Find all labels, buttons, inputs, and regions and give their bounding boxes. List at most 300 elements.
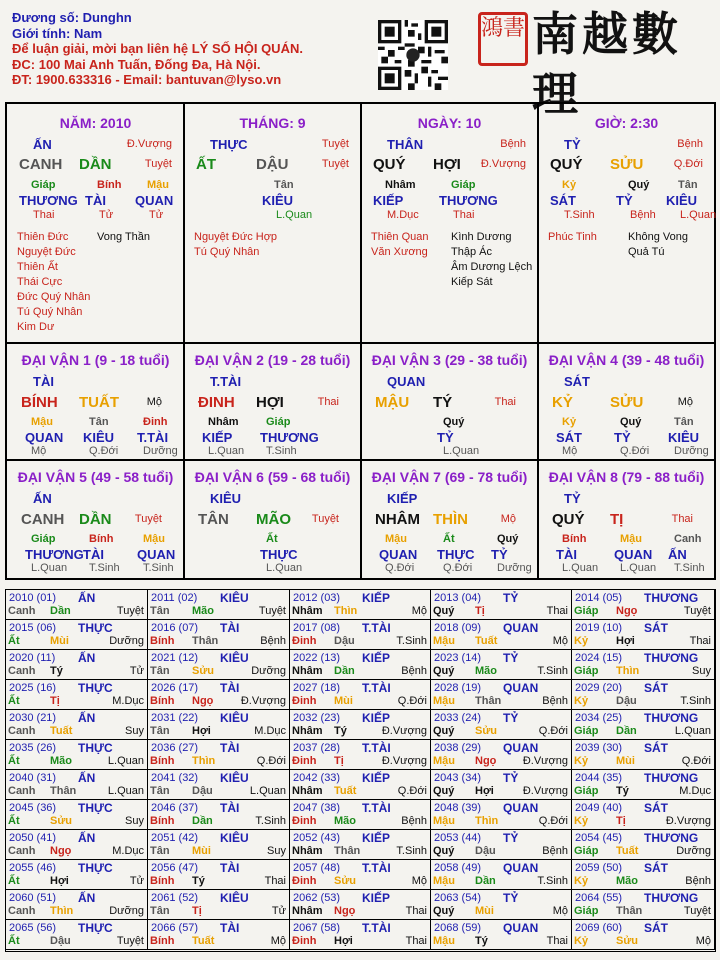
dai-van-cell bbox=[184, 461, 361, 576]
year-cell bbox=[290, 920, 431, 950]
year-label: 2061 (52) bbox=[151, 892, 199, 904]
chart-grid bbox=[5, 102, 716, 580]
year-branch: Mùi bbox=[50, 635, 69, 647]
stars-left bbox=[371, 230, 428, 260]
dai-van-hidden-god: KIÊU bbox=[668, 430, 700, 445]
year-label: 2013 (04) bbox=[434, 592, 482, 604]
hidden-god: KIẾP bbox=[373, 193, 404, 208]
star-item: Tú Quý Nhân bbox=[17, 306, 83, 318]
year-label: 2054 (45) bbox=[575, 832, 623, 844]
year-state: Bệnh bbox=[260, 635, 286, 647]
year-label: 2025 (16) bbox=[9, 682, 57, 694]
year-cell bbox=[431, 680, 572, 710]
year-branch: Tuất bbox=[50, 725, 73, 737]
dai-van-hidden-god: QUAN bbox=[379, 547, 418, 562]
year-god: TÀI bbox=[220, 801, 240, 815]
year-branch: Tuất bbox=[616, 845, 639, 857]
year-state: Suy bbox=[692, 665, 711, 677]
year-branch: Mùi bbox=[475, 905, 494, 917]
year-god: THỰC bbox=[78, 801, 113, 815]
year-cell bbox=[572, 620, 715, 650]
year-cell bbox=[6, 890, 148, 920]
year-state: M.Dục bbox=[254, 725, 286, 737]
year-label: 2065 (56) bbox=[9, 922, 57, 934]
year-god: QUAN bbox=[503, 621, 539, 635]
dai-van-hidden-god: KIẾP bbox=[202, 430, 233, 445]
year-state: Dưỡng bbox=[251, 665, 286, 677]
year-cell bbox=[290, 890, 431, 920]
year-god: THƯƠNG bbox=[644, 711, 699, 725]
dai-van-branch: DẦN bbox=[79, 511, 112, 528]
year-god: ẤN bbox=[78, 891, 96, 905]
stars-right bbox=[97, 230, 150, 245]
year-god: TỶ bbox=[503, 891, 519, 905]
year-stem: Mậu bbox=[433, 875, 455, 887]
year-cell bbox=[572, 830, 715, 860]
year-state: Đ.Vượng bbox=[665, 815, 711, 827]
year-state: Q.Đới bbox=[256, 755, 286, 767]
year-cell bbox=[431, 590, 572, 620]
year-cell bbox=[572, 860, 715, 890]
year-god: KIÊU bbox=[220, 771, 249, 785]
year-god: SÁT bbox=[644, 861, 668, 875]
pillar-title: NĂM: 2010 bbox=[59, 115, 132, 131]
year-god: SÁT bbox=[644, 741, 668, 755]
hidden-state: T.Sinh bbox=[564, 209, 595, 221]
star-item: Đức Quý Nhân bbox=[17, 291, 91, 303]
year-god: ẤN bbox=[78, 771, 96, 785]
year-branch: Ngọ bbox=[192, 695, 214, 707]
year-state: Bệnh bbox=[542, 845, 568, 857]
year-stem: Kỷ bbox=[574, 875, 589, 887]
stars-left bbox=[194, 230, 277, 260]
year-branch: Ngọ bbox=[334, 905, 356, 917]
year-label: 2066 (57) bbox=[151, 922, 199, 934]
year-cell bbox=[431, 860, 572, 890]
year-cell bbox=[148, 710, 290, 740]
dai-van-branch: HỢI bbox=[256, 394, 284, 411]
dai-van-hidden-stem: Nhâm bbox=[208, 416, 239, 428]
year-state: Q.Đới bbox=[397, 785, 427, 797]
dai-van-hidden-god: THƯƠNG bbox=[260, 430, 319, 445]
dai-van-hidden-stem: Mậu bbox=[31, 416, 53, 428]
year-cell bbox=[6, 650, 148, 680]
dai-van-hidden-state: L.Quan bbox=[31, 562, 68, 574]
year-god: THƯƠNG bbox=[644, 771, 699, 785]
brand-title: 南越數理 bbox=[532, 7, 682, 121]
year-state: Tuyệt bbox=[116, 605, 144, 617]
year-cell bbox=[572, 740, 715, 770]
year-stem: Mậu bbox=[433, 755, 455, 767]
year-stem: Mậu bbox=[433, 635, 455, 647]
year-label: 2015 (06) bbox=[9, 622, 57, 634]
dai-van-stem: BÍNH bbox=[21, 394, 58, 411]
dai-van-hidden-god: TÀI bbox=[83, 547, 104, 562]
dai-van-hidden-state: Q.Đới bbox=[620, 445, 650, 457]
dai-van-top-god: ẤN bbox=[33, 491, 52, 506]
header-info bbox=[12, 10, 303, 88]
hidden-stem: Tân bbox=[678, 179, 698, 191]
hidden-state: Thai bbox=[33, 209, 55, 221]
year-branch: Mão bbox=[50, 755, 72, 767]
year-branch: Tị bbox=[192, 905, 202, 917]
year-label: 2041 (32) bbox=[151, 772, 199, 784]
year-label: 2046 (37) bbox=[151, 802, 199, 814]
dai-van-branch: SỬU bbox=[610, 394, 644, 411]
year-god: T.TÀI bbox=[362, 621, 391, 635]
dai-van-cell bbox=[7, 461, 184, 576]
dai-van-top-god: KIẾP bbox=[387, 491, 418, 506]
dai-van-hidden-god: ẤN bbox=[668, 547, 687, 562]
year-label: 2045 (36) bbox=[9, 802, 57, 814]
pillar-title: NGÀY: 10 bbox=[417, 115, 482, 131]
star-item: Tú Quý Nhân bbox=[194, 246, 260, 258]
hidden-state: Bệnh bbox=[630, 209, 656, 221]
year-stem: Bính bbox=[150, 635, 175, 647]
year-state: Đ.Vượng bbox=[381, 725, 427, 737]
pillar-top-god: THÂN bbox=[387, 137, 424, 152]
year-stem: Quý bbox=[433, 605, 455, 617]
year-god: ẤN bbox=[78, 831, 96, 845]
dai-van-hidden-state: T.Sinh bbox=[266, 445, 297, 457]
dai-van-cell bbox=[7, 344, 184, 459]
year-god: SÁT bbox=[644, 681, 668, 695]
year-stem: Giáp bbox=[574, 605, 599, 617]
dai-van-stem: ĐINH bbox=[198, 394, 235, 411]
year-stem: Canh bbox=[8, 605, 36, 617]
year-state: Suy bbox=[267, 845, 286, 857]
gender-line: Giới tính: Nam bbox=[12, 25, 103, 41]
year-cell bbox=[6, 680, 148, 710]
year-branch: Sửu bbox=[192, 665, 215, 677]
year-label: 2018 (09) bbox=[434, 622, 482, 634]
dai-van-branch: TUẤT bbox=[79, 394, 119, 411]
hidden-god: THƯƠNG bbox=[439, 193, 498, 208]
dai-van-stem: TÂN bbox=[198, 511, 229, 528]
hidden-god: KIÊU bbox=[262, 193, 294, 208]
year-god: KIẾP bbox=[362, 771, 391, 785]
year-stem: Tân bbox=[150, 605, 170, 617]
year-god: KIẾP bbox=[362, 711, 391, 725]
year-branch: Mùi bbox=[192, 845, 211, 857]
year-god: SÁT bbox=[644, 801, 668, 815]
dai-van-state: Thai bbox=[317, 396, 339, 408]
year-cell bbox=[148, 860, 290, 890]
star-item: Kiếp Sát bbox=[451, 276, 493, 288]
year-branch: Tý bbox=[616, 785, 629, 797]
dai-van-hidden-stem: Tân bbox=[674, 416, 694, 428]
year-branch: Tý bbox=[475, 935, 488, 947]
dai-van-hidden-god: SÁT bbox=[556, 430, 582, 445]
stars-left bbox=[548, 230, 597, 245]
year-god: T.TÀI bbox=[362, 801, 391, 815]
year-cell bbox=[6, 920, 148, 950]
year-god: KIÊU bbox=[220, 651, 249, 665]
year-god: KIÊU bbox=[220, 711, 249, 725]
year-branch: Dậu bbox=[475, 845, 496, 857]
dai-van-hidden-stem: Canh bbox=[674, 533, 702, 545]
dai-van-hidden-state: Q.Đới bbox=[89, 445, 119, 457]
year-cell bbox=[572, 590, 715, 620]
year-god: THƯƠNG bbox=[644, 831, 699, 845]
dai-van-title: ĐẠI VẬN 6 (59 - 68 tuổi) bbox=[194, 469, 351, 485]
year-label: 2060 (51) bbox=[9, 892, 57, 904]
pillar-top-state: Bệnh bbox=[677, 138, 703, 150]
year-state: Dưỡng bbox=[676, 845, 711, 857]
pillar-cell bbox=[7, 104, 184, 342]
dai-van-title: ĐẠI VẬN 1 (9 - 18 tuổi) bbox=[21, 352, 170, 368]
year-god: TỶ bbox=[503, 771, 519, 785]
year-state: Mộ bbox=[411, 605, 427, 617]
dai-van-state: Tuyệt bbox=[134, 513, 162, 525]
hidden-god: QUAN bbox=[135, 193, 174, 208]
year-god: QUAN bbox=[503, 681, 539, 695]
year-state: Q.Đới bbox=[397, 695, 427, 707]
year-god: T.TÀI bbox=[362, 681, 391, 695]
year-label: 2035 (26) bbox=[9, 742, 57, 754]
year-cell bbox=[431, 740, 572, 770]
star-item: Văn Xương bbox=[371, 246, 428, 258]
dai-van-top-god: QUAN bbox=[387, 374, 426, 389]
year-branch: Thân bbox=[334, 845, 361, 857]
dai-van-hidden-god: QUAN bbox=[137, 547, 176, 562]
year-stem: Bính bbox=[150, 875, 175, 887]
year-god: TÀI bbox=[220, 921, 240, 935]
star-item: Thiên Quan bbox=[371, 231, 429, 243]
year-label: 2020 (11) bbox=[9, 652, 56, 664]
year-label: 2022 (13) bbox=[293, 652, 341, 664]
year-branch: Hợi bbox=[334, 935, 353, 947]
pillar-branch-state: Q.Đới bbox=[673, 158, 703, 170]
year-stem: Ất bbox=[8, 635, 20, 647]
year-state: Thai bbox=[546, 605, 568, 617]
year-label: 2027 (18) bbox=[293, 682, 341, 694]
year-god: TỶ bbox=[503, 591, 519, 605]
dai-van-state: Thai bbox=[671, 513, 693, 525]
year-state: L.Quan bbox=[107, 785, 144, 797]
year-branch: Hợi bbox=[50, 875, 69, 887]
year-stem: Tân bbox=[150, 785, 170, 797]
year-cell bbox=[6, 590, 148, 620]
year-branch: Ngọ bbox=[475, 755, 497, 767]
year-branch: Thân bbox=[616, 905, 643, 917]
year-stem: Ất bbox=[8, 755, 20, 767]
year-branch: Thìn bbox=[192, 755, 216, 767]
year-state: T.Sinh bbox=[537, 665, 568, 677]
year-table bbox=[5, 589, 716, 952]
year-branch: Tuất bbox=[334, 785, 357, 797]
year-label: 2055 (46) bbox=[9, 862, 57, 874]
dai-van-hidden-state: L.Quan bbox=[562, 562, 599, 574]
year-god: QUAN bbox=[503, 861, 539, 875]
year-label: 2042 (33) bbox=[293, 772, 341, 784]
dai-van-hidden-stem: Ất bbox=[266, 533, 278, 545]
hidden-stem: Bính bbox=[97, 179, 122, 191]
dai-van-hidden-god: QUAN bbox=[25, 430, 64, 445]
year-cell bbox=[148, 650, 290, 680]
year-cell bbox=[290, 680, 431, 710]
year-branch: Tý bbox=[192, 875, 205, 887]
year-label: 2019 (10) bbox=[575, 622, 623, 634]
year-stem: Mậu bbox=[433, 695, 455, 707]
year-state: Đ.Vượng bbox=[522, 755, 568, 767]
year-branch: Dần bbox=[475, 875, 496, 887]
year-label: 2038 (29) bbox=[434, 742, 482, 754]
year-cell bbox=[148, 740, 290, 770]
year-stem: Ất bbox=[8, 815, 20, 827]
year-branch: Thìn bbox=[334, 605, 358, 617]
year-cell bbox=[6, 770, 148, 800]
year-state: L.Quan bbox=[249, 785, 286, 797]
dai-van-hidden-stem: Quý bbox=[443, 416, 465, 428]
year-label: 2056 (47) bbox=[151, 862, 199, 874]
year-god: KIÊU bbox=[220, 831, 249, 845]
dai-van-top-god: SÁT bbox=[564, 374, 590, 389]
year-label: 2052 (43) bbox=[293, 832, 341, 844]
hidden-god: TÀI bbox=[85, 193, 106, 208]
dai-van-title: ĐẠI VẬN 5 (49 - 58 tuổi) bbox=[17, 469, 174, 485]
year-god: KIẾP bbox=[362, 651, 391, 665]
year-state: T.Sinh bbox=[396, 845, 427, 857]
dai-van-cell bbox=[538, 461, 715, 576]
dai-van-hidden-stem: Quý bbox=[497, 533, 519, 545]
dai-van-hidden-state: T.Sinh bbox=[674, 562, 705, 574]
year-cell bbox=[290, 740, 431, 770]
year-stem: Đinh bbox=[292, 935, 317, 947]
star-item: Quả Tú bbox=[628, 246, 665, 258]
year-state: Thai bbox=[405, 905, 427, 917]
year-stem: Quý bbox=[433, 905, 455, 917]
year-god: TỶ bbox=[503, 831, 519, 845]
year-god: KIÊU bbox=[220, 891, 249, 905]
pillar-stem: ẤT bbox=[196, 156, 216, 173]
phone-line[interactable]: ĐT: 1900.633316 - Email: bantuvan@lyso.vn bbox=[12, 72, 282, 87]
star-item: Nguyệt Đức bbox=[17, 246, 76, 258]
year-label: 2059 (50) bbox=[575, 862, 623, 874]
year-label: 2031 (22) bbox=[151, 712, 199, 724]
year-label: 2021 (12) bbox=[151, 652, 199, 664]
year-god: QUAN bbox=[503, 921, 539, 935]
year-label: 2058 (49) bbox=[434, 862, 482, 874]
year-state: Tử bbox=[271, 905, 286, 917]
year-god: SÁT bbox=[644, 921, 668, 935]
year-label: 2011 (02) bbox=[151, 592, 198, 604]
hidden-state: Tử bbox=[149, 209, 164, 221]
dai-van-hidden-stem: Đinh bbox=[143, 416, 168, 428]
year-stem: Tân bbox=[150, 665, 170, 677]
year-state: Suy bbox=[125, 725, 144, 737]
year-branch: Hợi bbox=[192, 725, 211, 737]
year-label: 2069 (60) bbox=[575, 922, 623, 934]
dai-van-title: ĐẠI VẬN 8 (79 - 88 tuổi) bbox=[548, 469, 705, 485]
year-label: 2047 (38) bbox=[293, 802, 341, 814]
year-stem: Kỷ bbox=[574, 635, 589, 647]
year-branch: Sửu bbox=[475, 725, 498, 737]
year-cell bbox=[431, 650, 572, 680]
year-state: Mộ bbox=[552, 635, 568, 647]
year-state: Tuyệt bbox=[116, 935, 144, 947]
year-god: TỶ bbox=[503, 711, 519, 725]
year-branch: Mão bbox=[475, 665, 497, 677]
year-branch: Sửu bbox=[50, 815, 73, 827]
year-stem: Quý bbox=[433, 845, 455, 857]
star-item: Nguyệt Đức Hợp bbox=[194, 231, 278, 243]
year-cell bbox=[148, 620, 290, 650]
dai-van-top-god: T.TÀI bbox=[210, 374, 242, 389]
year-label: 2062 (53) bbox=[293, 892, 341, 904]
year-stem: Ất bbox=[8, 935, 20, 947]
year-state: L.Quan bbox=[107, 755, 144, 767]
year-state: Đ.Vượng bbox=[381, 755, 427, 767]
year-label: 2063 (54) bbox=[434, 892, 482, 904]
stars-right bbox=[451, 230, 532, 290]
pillar-cell bbox=[538, 104, 715, 342]
pillar-branch: DẦN bbox=[79, 156, 112, 173]
year-state: Q.Đới bbox=[681, 755, 711, 767]
year-cell bbox=[6, 800, 148, 830]
year-stem: Quý bbox=[433, 785, 455, 797]
year-label: 2040 (31) bbox=[9, 772, 57, 784]
dai-van-branch: TỊ bbox=[610, 511, 624, 528]
dai-van-branch: THÌN bbox=[433, 511, 468, 528]
pillar-stem: QUÝ bbox=[373, 156, 406, 173]
dai-van-hidden-state: T.Sinh bbox=[143, 562, 174, 574]
dai-van-hidden-stem: Ất bbox=[443, 533, 455, 545]
year-label: 2049 (40) bbox=[575, 802, 623, 814]
dai-van-hidden-stem: Giáp bbox=[266, 416, 291, 428]
dai-van-hidden-stem: Mậu bbox=[385, 533, 407, 545]
year-cell bbox=[148, 770, 290, 800]
pillar-title: THÁNG: 9 bbox=[239, 115, 306, 131]
year-stem: Kỷ bbox=[574, 815, 589, 827]
year-cell bbox=[572, 920, 715, 950]
year-stem: Đinh bbox=[292, 875, 317, 887]
hidden-god: THƯƠNG bbox=[19, 193, 78, 208]
year-label: 2023 (14) bbox=[434, 652, 482, 664]
year-cell bbox=[431, 620, 572, 650]
dai-van-state: Thai bbox=[494, 396, 516, 408]
year-god: THỰC bbox=[78, 681, 113, 695]
year-branch: Ngọ bbox=[50, 845, 72, 857]
year-label: 2010 (01) bbox=[9, 592, 57, 604]
year-god: KIẾP bbox=[362, 591, 391, 605]
hidden-stem: Kỷ bbox=[562, 179, 577, 191]
year-stem: Canh bbox=[8, 905, 36, 917]
year-god: TỶ bbox=[503, 651, 519, 665]
dai-van-hidden-god: TÀI bbox=[556, 547, 577, 562]
star-item: Thiên Ất bbox=[17, 261, 58, 273]
pillar-branch: SỬU bbox=[610, 156, 644, 173]
year-cell bbox=[6, 740, 148, 770]
dai-van-state: Mộ bbox=[500, 513, 516, 525]
year-cell bbox=[572, 890, 715, 920]
dai-van-hidden-stem: Bính bbox=[89, 533, 114, 545]
year-label: 2043 (34) bbox=[434, 772, 482, 784]
year-label: 2050 (41) bbox=[9, 832, 57, 844]
year-branch: Mão bbox=[616, 875, 638, 887]
dai-van-stem: NHÂM bbox=[375, 511, 420, 528]
year-stem: Bính bbox=[150, 695, 175, 707]
year-label: 2036 (27) bbox=[151, 742, 199, 754]
year-cell bbox=[6, 830, 148, 860]
year-state: Thai bbox=[689, 635, 711, 647]
dai-van-hidden-god: TỶ bbox=[491, 547, 508, 562]
pillar-branch-state: Tuyệt bbox=[321, 158, 349, 170]
hidden-state: L.Quan bbox=[680, 209, 717, 221]
year-cell bbox=[148, 680, 290, 710]
year-cell bbox=[431, 770, 572, 800]
pillar-top-god: THỰC bbox=[210, 137, 248, 152]
